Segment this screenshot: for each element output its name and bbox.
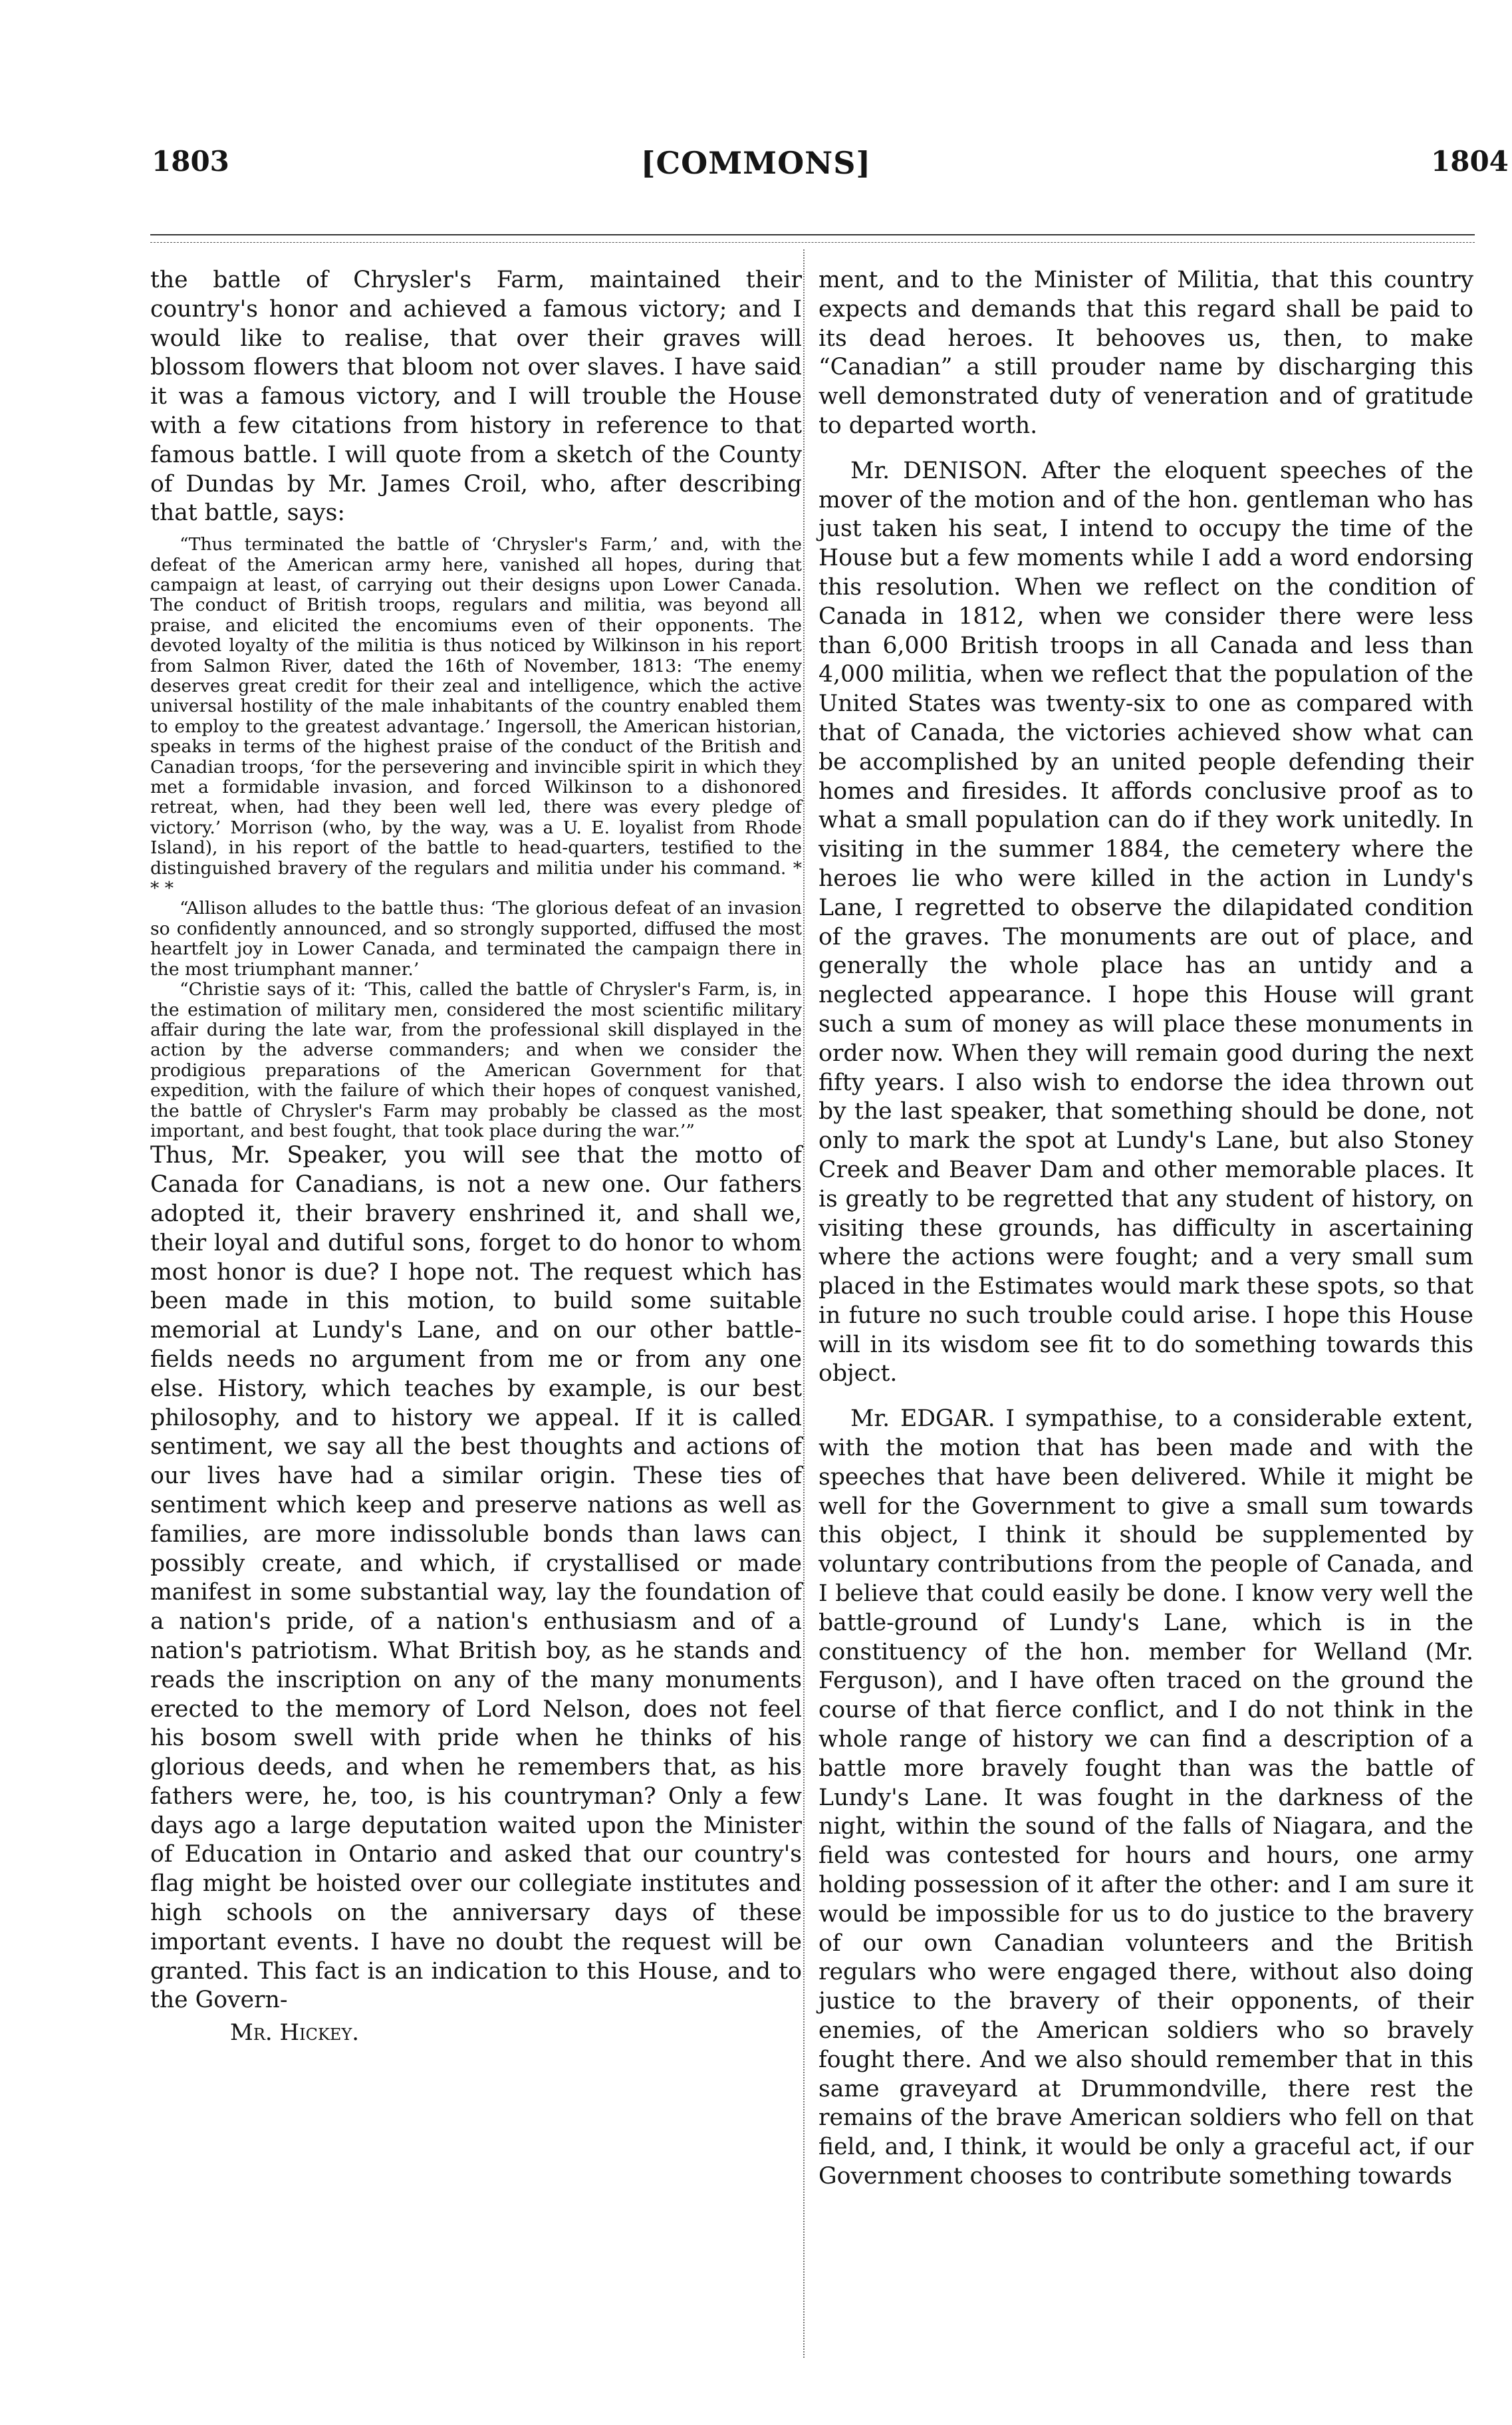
speaker-name: Mr. DENISON.: [850, 457, 1029, 484]
paragraph: the battle of Chrysler's Farm, maintained their country's honor and achieved a famous victory; and I would like to realise, that over their graves will blossom flowers that bloom not over slaves. I have said it was a famous victory, and I will trouble the House with a few citations from history in reference to that famous battle. I will quote from a sketch of the County of Dundas by Mr. James Croil, who, after describing that battle, says:: [150, 267, 802, 527]
paragraph: Thus, Mr. Speaker, you will see that the motto of Canada for Canadians, is not a new one. Our fathers adopted it, their bravery enshrined it, and shall we, their loyal and dutiful sons, forget to do honor to whom most honor is due? I hope not. The request which has been made in this motion, to build some suitable memorial at Lundy's Lane, and on our other battle-fields needs no argument from me or from any one else. History, which teaches by example, is our best philosophy, and to history we appeal. If it is called sentiment, we say all the best thoughts and actions of our lives have had a similar origin. These ties of sentiment which keep and preserve nations as well as families, are more indissoluble bonds than laws can possibly create, and which, if crystallised or made manifest in some substantial way, lay the foundation of a nation's pride, of a nation's enthusiasm and of a nation's patriotism. What British boy, as he stands and reads the inscription on any of the many monuments erected to the memory of Lord Nelson, does not feel his bosom swell with pride when he thinks of his glorious deeds, and when he remembers that, as his fathers were, he, too, is his countryman? Only a few days ago a large deputation waited upon the Minister of Education in Ontario and asked that our country's flag might be hoisted over our collegiate institutes and high schools on the anniversary days of these important events. I have no doubt the request will be granted. This fact is an indication to this House, and to the Govern-: [150, 1142, 802, 2014]
right-column: [819, 266, 1473, 2192]
paragraph: ment, and to the Minister of Militia, that this country expects and demands that this regard shall be paid to its dead heroes. It behooves us, then, to make “Canadian” a still prouder name by discharging this well demonstrated duty of veneration and of gratitude to departed worth.: [819, 267, 1473, 439]
speech-text: I sympathise, to a considerable extent, with the motion that has been made and with the speeches that have been delivered. While it might be well for the Government to give a small sum towards this object, I think it should be supplemented by voluntary contributions from the people of Canada, and I believe that could easily be done. I know very well the battle-ground of Lundy's Lane, which is in the constituency of the hon. member for Welland (Mr. Ferguson), and I have often traced on the ground the course of that fierce conflict, and I do not think in the whole range of history we can find a description of a battle more bravely fought than was the battle of Lundy's Lane. It was fought in the darkness of the night, within the sound of the falls of Niagara, and the field was contested for hours and hours, one army holding possession of it after the other: and I am sure it would be impossible for us to do justice to the bravery of our own Canadian volunteers and the British regulars who were engaged there, without also doing justice to the bravery of their opponents, of their enemies, of the American soldiers who so bravely fought there. And we also should remember that in this same graveyard at Drummondville, there rest the remains of the brave American soldiers who fell on that field, and, I think, it would be only a graceful act, if our Government chooses to contribute something towards: [819, 1405, 1473, 2190]
page-number-left: 1803: [152, 145, 229, 178]
speaker-tag: Mr. Hickey.: [230, 2019, 360, 2047]
speech-paragraph: [819, 457, 1473, 1389]
left-column: [150, 266, 802, 2046]
header-rule-secondary: [150, 242, 1475, 243]
speech-paragraph: [819, 1405, 1473, 2192]
speaker-name: Mr. EDGAR.: [850, 1405, 995, 1433]
block-quote: “Allison alludes to the battle thus: ‘The glorious defeat of an invasion so confidently announced, and so strongly supported, diffused the most heartfelt joy in Lower Canada, and terminated the campaign there in the most triumphant manner.’: [150, 898, 802, 980]
header-rule: [150, 234, 1475, 235]
block-quote: “Thus terminated the battle of ‘Chrysler's Farm,’ and, with the defeat of the American army here, vanished all hopes, during that campaign at least, of carrying out their designs upon Lower Canada. The conduct of British troops, regulars and militia, was beyond all praise, and elicited the encomiums even of their opponents. The devoted loyalty of the militia is thus noticed by Wilkinson in his report from Salmon River, dated the 16th of November, 1813: ‘The enemy deserves great credit for their zeal and intelligence, which the active universal hostility of the male inhabitants of the country enabled them to employ to the greatest advantage.’ Ingersoll, the American historian, speaks in terms of the highest praise of the conduct of the British and Canadian troops, ‘for the persevering and invincible spirit in which they met a formidable invasion, and forced Wilkinson to a dishonored retreat, when, had they been well led, there was every pledge of victory.’ Morrison (who, by the way, was a U. E. loyalist from Rhode Island), in his report of the battle to head-quarters, testified to the distinguished bravery of the regulars and militia under his command. * * *: [150, 534, 802, 899]
running-head: [COMMONS]: [640, 145, 872, 181]
page-number-right: 1804: [1431, 145, 1509, 178]
column-divider: [803, 249, 805, 2358]
block-quote: “Christie says of it: ‘This, called the battle of Chrysler's Farm, is, in the estimation of military men, considered the most scientific military affair during the late war, from the professional skill displayed in the action by the adverse commanders; and when we consider the prodigious preparations of the American Government for that expedition, with the failure of which their hopes of conquest vanished, the battle of Chrysler's Farm may probably be classed as the most important, and best fought, that took place during the war.’”: [150, 979, 802, 1141]
speech-text: After the eloquent speeches of the mover of the motion and of the hon. gentleman who has just taken his seat, I intend to occupy the time of the House but a few moments while I add a word endorsing this resolution. When we reflect on the condition of Canada in 1812, when we consider there were less than 6,000 British troops in all Canada and less than 4,000 militia, when we reflect that the population of the United States was twenty-six to one as compared with that of Canada, the victories achieved show what can be accomplished by an united people defending their homes and firesides. It affords conclusive proof as to what a small population can do if they work unitedly. In visiting in the summer 1884, the cemetery where the heroes lie who were killed in the action in Lundy's Lane, I regretted to observe the dilapidated condition of the graves. The monuments are out of place, and generally the whole place has an untidy and a neglected appearance. I hope this House will grant such a sum of money as will place these monuments in order now. When they will remain good during the next fifty years. I also wish to endorse the idea thrown out by the last speaker, that something should be done, not only to mark the spot at Lundy's Lane, but also Stoney Creek and Beaver Dam and other memorable places. It is greatly to be regretted that any student of history, on visiting these grounds, has difficulty in ascertaining where the actions were fought; and a very small sum placed in the Estimates would mark these spots, so that in future no such trouble could arise. I hope this House will in its wisdom see fit to do something towards this object.: [819, 457, 1473, 1387]
